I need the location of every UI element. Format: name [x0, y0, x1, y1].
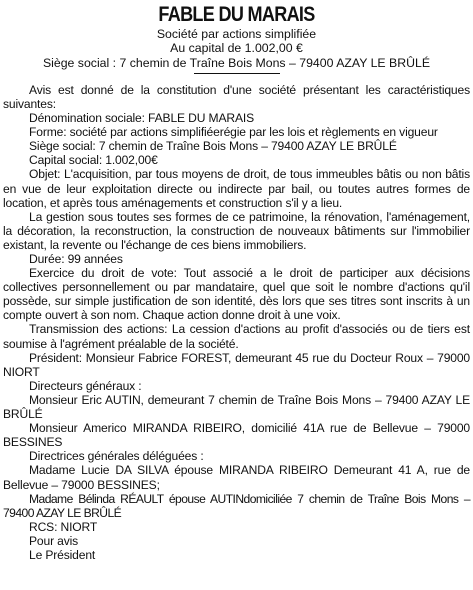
- deputy-director-1-paragraph: Madame Lucie DA SILVA épouse MIRANDA RIBEIRO Demeurant 41 A, rue de Bellevue – 79000 BESSINES;: [3, 463, 470, 492]
- deputy-director-2-paragraph: Madame Bélinda RÉAULT épouse AUTINdomiciliée 7 chemin de Traîne Bois Mons – 79400 AZAY LE BRÛLÉ: [3, 491, 470, 520]
- notice-header: [3, 27, 470, 70]
- share-transfer-paragraph: Transmission des actions: La cession d'actions au profit d'associés ou de tiers est soumise à l'agrément préalable de la société.: [3, 322, 470, 351]
- header-divider: [194, 73, 280, 74]
- signature-paragraph: Le Président: [29, 547, 96, 562]
- registered-office-paragraph: Siège social: 7 chemin de Traîne Bois Mons – 79400 AZAY LE BRÛLÉ: [29, 139, 397, 154]
- share-capital-paragraph: Capital social: 1.002,00€: [29, 153, 158, 168]
- voting-rights-paragraph: Exercice du droit de vote: Tout associé a le droit de participer aux décisions collectives personnellement ou par mandataire, quel que soit le nombre d'actions qu'il possède, sur simple justification de son identité, dès lors que ses titres sont inscrits à un compte ouvert à son nom. Chaque action donne droit à une voix.: [3, 266, 470, 323]
- notice-title: FABLE DU MARAIS: [158, 3, 315, 26]
- general-director-1-paragraph: Monsieur Eric AUTIN, demeurant 7 chemin de Traîne Bois Mons – 79400 AZAY LE BRÛLÉ: [3, 392, 470, 422]
- notice-body: [3, 83, 470, 562]
- deputy-directors-heading: Directrices générales déléguées :: [29, 449, 204, 464]
- purpose-paragraph: Objet: L'acquisition, par tous moyens de droit, de tous immeubles bâtis ou non bâtis en vue de leur exploitation directe ou indirecte par bail, ou toutes autres formes de location, et après tous aménagements et construction s'il y a lieu.: [3, 167, 470, 210]
- duration-paragraph: Durée: 99 années: [29, 252, 123, 267]
- company-capital-line: Au capital de 1.002,00 €: [170, 41, 303, 56]
- rcs-paragraph: RCS: NIORT: [29, 519, 98, 534]
- management-paragraph: La gestion sous toutes ses formes de ce patrimoine, la rénovation, l'aménagement, la décoration, la reconstruction, la construction de nouveaux bâtiments sur l'immobilier existant, la revente ou l'échange de ces biens immobiliers.: [3, 209, 470, 252]
- intro-paragraph: Avis est donné de la constitution d'une société présentant les caractéristiques suivantes:: [3, 82, 470, 111]
- company-form-line: Société par actions simplifiée: [156, 27, 317, 41]
- president-paragraph: Président: Monsieur Fabrice FOREST, demeurant 45 rue du Docteur Roux – 79000 NIORT: [3, 350, 470, 379]
- general-directors-heading: Directeurs généraux :: [29, 378, 142, 393]
- general-director-2-paragraph: Monsieur Americo MIRANDA RIBEIRO, domicilié 41A rue de Bellevue – 79000 BESSINES: [3, 421, 470, 450]
- company-name-paragraph: Dénomination sociale: FABLE DU MARAIS: [29, 111, 254, 126]
- company-form-paragraph: Forme: société par actions simplifiéerégie par les lois et règlements en vigueur: [29, 125, 438, 140]
- for-notice-paragraph: Pour avis: [29, 533, 79, 548]
- company-address-line: Siège social : 7 chemin de Traîne Bois Mons – 79400 AZAY LE BRÛLÉ: [42, 55, 431, 70]
